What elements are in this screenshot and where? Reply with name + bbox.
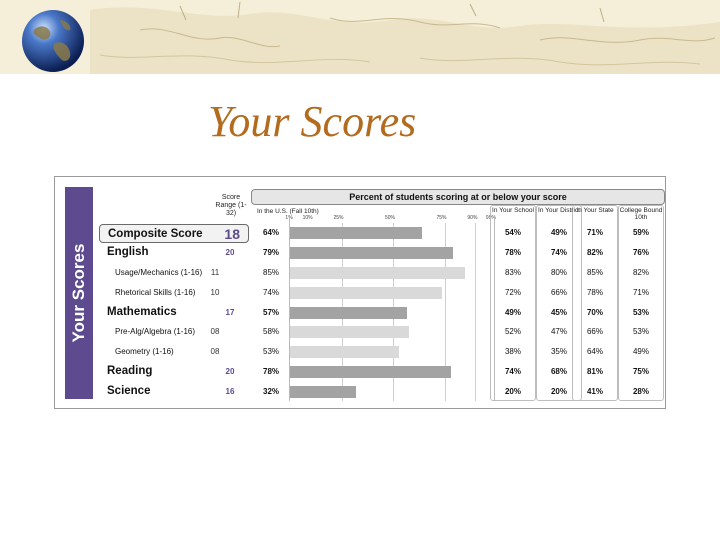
state-percent: 82% [586, 248, 603, 257]
state-percent: 71% [586, 228, 603, 237]
us-percentile: 74% [263, 288, 280, 297]
state-percent: 78% [586, 288, 603, 297]
district-header: In Your District [538, 207, 580, 214]
state-percent: 41% [586, 387, 603, 396]
school-percent: 83% [504, 268, 521, 277]
district-percent: 47% [550, 327, 567, 336]
district-percent: 66% [550, 288, 567, 297]
grid-line [475, 223, 476, 401]
us-percentile: 64% [263, 228, 280, 237]
state-percent: 64% [586, 347, 603, 356]
college-percent: 53% [632, 308, 649, 317]
college-percent: 82% [632, 268, 649, 277]
college-percent: 59% [632, 228, 649, 237]
state-percent: 81% [586, 367, 603, 376]
row-score: 20 [225, 367, 235, 376]
state-percent: 66% [586, 327, 603, 336]
row-score: 08 [210, 327, 220, 336]
state-header: In Your State [576, 207, 614, 214]
percent-header: Percent of students scoring at or below your score [251, 189, 665, 205]
district-percent: 45% [550, 308, 567, 317]
map-banner [0, 0, 720, 74]
school-percent: 38% [504, 347, 521, 356]
percentile-bar [290, 247, 453, 259]
percentile-bar [290, 346, 399, 358]
tick-label: 10% [302, 215, 313, 221]
state-percent: 70% [586, 308, 603, 317]
row-label: Reading [107, 365, 153, 377]
row-label: Geometry (1-16) [115, 347, 174, 356]
row-score: 17 [225, 308, 235, 317]
us-percentile: 79% [263, 248, 280, 257]
us-percentile: 58% [263, 327, 280, 336]
composite-label: Composite Score [108, 228, 203, 240]
percentile-bar [290, 326, 409, 338]
side-band [65, 187, 93, 399]
district-percent: 80% [550, 268, 567, 277]
district-percent: 74% [550, 248, 567, 257]
tick-label: 90% [467, 215, 478, 221]
college-percent: 75% [632, 367, 649, 376]
world-map-background [0, 0, 720, 74]
row-score: 10 [210, 288, 220, 297]
us-percentile: 78% [263, 367, 280, 376]
us-percentile: 85% [263, 268, 280, 277]
district-percent: 35% [550, 347, 567, 356]
composite-score-box [99, 224, 249, 243]
district-percent: 20% [550, 387, 567, 396]
college-percent: 53% [632, 327, 649, 336]
percentile-bar [290, 386, 356, 398]
tick-label: 50% [384, 215, 396, 221]
us-header: In the U.S. (Fall 10th) [257, 208, 319, 215]
school-percent: 52% [504, 327, 521, 336]
us-percentile: 53% [263, 347, 280, 356]
row-score: 16 [225, 387, 235, 396]
percentile-bar [290, 307, 407, 319]
district-percent: 49% [550, 228, 567, 237]
percentile-bar [290, 287, 442, 299]
row-score: 11 [210, 268, 220, 277]
row-label: Science [107, 385, 151, 397]
row-label: Rhetorical Skills (1-16) [115, 288, 196, 297]
school-percent: 78% [504, 248, 521, 257]
school-percent: 72% [504, 288, 521, 297]
us-percentile: 57% [263, 308, 280, 317]
composite-score: 18 [224, 226, 240, 242]
tick-label: 99% [485, 215, 496, 221]
globe-icon [20, 8, 86, 74]
college-percent: 71% [632, 288, 649, 297]
state-percent: 85% [586, 268, 603, 277]
row-label: Mathematics [107, 306, 177, 318]
college-percent: 28% [632, 387, 649, 396]
percentile-plot [289, 217, 495, 401]
tick-label: 75% [436, 215, 447, 221]
school-percent: 74% [504, 367, 521, 376]
slide-title: Your Scores [208, 97, 417, 146]
row-score: 08 [210, 347, 220, 356]
college-percent: 49% [632, 347, 649, 356]
row-label: Usage/Mechanics (1-16) [115, 268, 203, 277]
score-range-header: Score Range (1-32) [215, 194, 247, 217]
row-score: 20 [225, 248, 235, 257]
us-percentile: 32% [263, 387, 280, 396]
school-header: In Your School [492, 207, 534, 214]
college-percent: 76% [632, 248, 649, 257]
row-label: Pre-Alg/Algebra (1-16) [115, 327, 196, 336]
percentile-bar [290, 227, 422, 239]
side-label: Your Scores [69, 243, 88, 343]
tick-label: 1% [285, 215, 293, 221]
row-label: English [107, 246, 149, 258]
college-header: College Bound 10th [619, 207, 663, 221]
percentile-bar [290, 267, 465, 279]
score-report [54, 176, 666, 409]
school-percent: 54% [504, 228, 521, 237]
district-percent: 68% [550, 367, 567, 376]
school-percent: 49% [504, 308, 521, 317]
percentile-bar [290, 366, 451, 378]
school-percent: 20% [504, 387, 521, 396]
tick-label: 25% [333, 215, 344, 221]
